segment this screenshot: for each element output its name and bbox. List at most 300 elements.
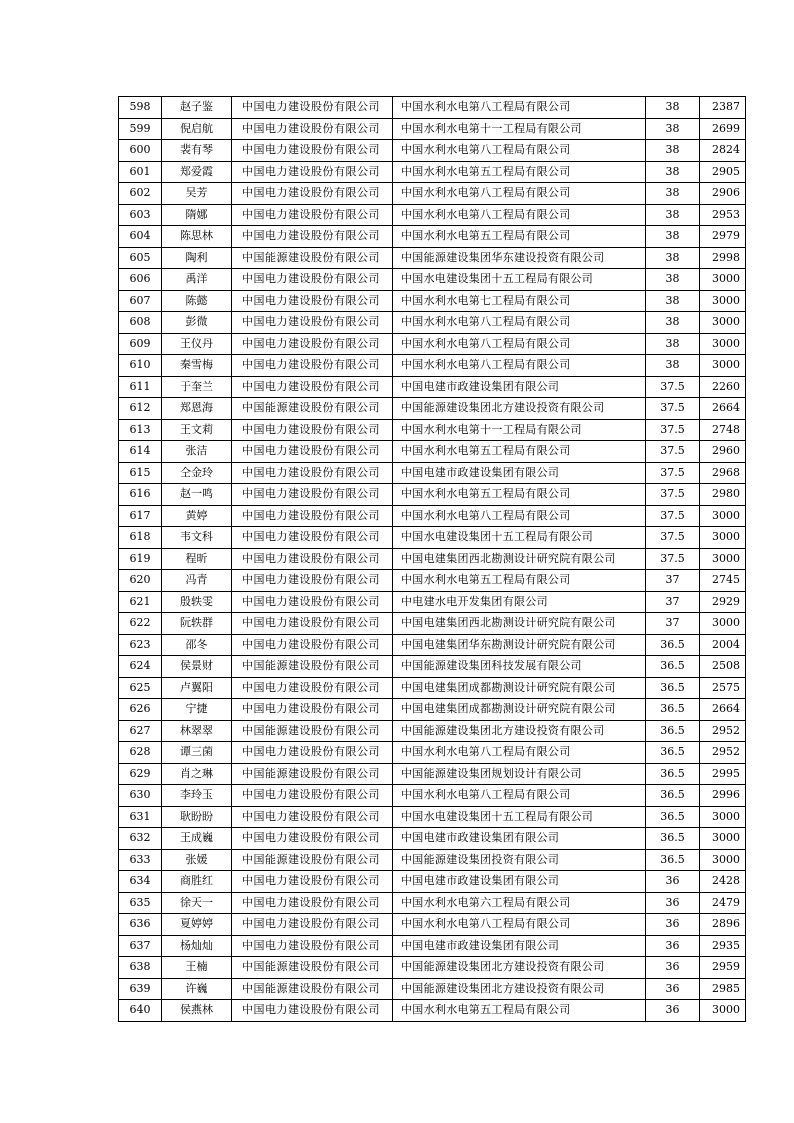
table-row [119, 505, 746, 527]
rank-number-cell: 640 [119, 1000, 162, 1022]
value-cell: 3000 [700, 333, 746, 355]
table-row [119, 935, 746, 957]
person-name-cell: 王成巍 [162, 828, 232, 850]
parent-company-cell: 中国电力建设股份有限公司 [232, 699, 393, 721]
table-row [119, 333, 746, 355]
value-cell: 3000 [700, 849, 746, 871]
value-cell: 2959 [700, 957, 746, 979]
rank-number-cell: 632 [119, 828, 162, 850]
person-name-cell: 倪启航 [162, 118, 232, 140]
parent-company-cell: 中国能源建设股份有限公司 [232, 656, 393, 678]
parent-company-cell: 中国电力建设股份有限公司 [232, 828, 393, 850]
person-name-cell: 张洁 [162, 441, 232, 463]
work-unit-cell: 中国水利水电第十一工程局有限公司 [393, 419, 646, 441]
score-cell: 36.5 [646, 699, 700, 721]
rank-number-cell: 631 [119, 806, 162, 828]
parent-company-cell: 中国电力建设股份有限公司 [232, 871, 393, 893]
table-row [119, 548, 746, 570]
person-name-cell: 陈懿 [162, 290, 232, 312]
score-cell: 38 [646, 183, 700, 205]
table-row [119, 570, 746, 592]
parent-company-cell: 中国电力建设股份有限公司 [232, 742, 393, 764]
table-row [119, 742, 746, 764]
rank-number-cell: 614 [119, 441, 162, 463]
value-cell: 2905 [700, 161, 746, 183]
score-cell: 38 [646, 290, 700, 312]
table-row [119, 806, 746, 828]
parent-company-cell: 中国电力建设股份有限公司 [232, 140, 393, 162]
parent-company-cell: 中国电力建设股份有限公司 [232, 806, 393, 828]
parent-company-cell: 中国电力建设股份有限公司 [232, 355, 393, 377]
value-cell: 3000 [700, 312, 746, 334]
value-cell: 2985 [700, 978, 746, 1000]
parent-company-cell: 中国电力建设股份有限公司 [232, 183, 393, 205]
work-unit-cell: 中国电建集团成都勘测设计研究院有限公司 [393, 699, 646, 721]
value-cell: 2004 [700, 634, 746, 656]
score-cell: 38 [646, 97, 700, 119]
value-cell: 2745 [700, 570, 746, 592]
value-cell: 2935 [700, 935, 746, 957]
rank-number-cell: 638 [119, 957, 162, 979]
score-cell: 37.5 [646, 484, 700, 506]
person-name-cell: 赵子鉴 [162, 97, 232, 119]
score-cell: 36.5 [646, 785, 700, 807]
parent-company-cell: 中国电力建设股份有限公司 [232, 677, 393, 699]
work-unit-cell: 中国电建市政建设集团有限公司 [393, 462, 646, 484]
person-name-cell: 许巍 [162, 978, 232, 1000]
table-row [119, 419, 746, 441]
person-name-cell: 陶利 [162, 247, 232, 269]
score-cell: 36.5 [646, 677, 700, 699]
rank-number-cell: 605 [119, 247, 162, 269]
parent-company-cell: 中国电力建设股份有限公司 [232, 935, 393, 957]
table-row [119, 634, 746, 656]
table-row [119, 312, 746, 334]
value-cell: 3000 [700, 828, 746, 850]
rank-number-cell: 616 [119, 484, 162, 506]
rank-number-cell: 598 [119, 97, 162, 119]
score-cell: 37.5 [646, 441, 700, 463]
value-cell: 2508 [700, 656, 746, 678]
work-unit-cell: 中国水利水电第五工程局有限公司 [393, 484, 646, 506]
rank-number-cell: 623 [119, 634, 162, 656]
person-name-cell: 程昕 [162, 548, 232, 570]
table-row [119, 247, 746, 269]
table-row [119, 204, 746, 226]
value-cell: 2968 [700, 462, 746, 484]
parent-company-cell: 中国电力建设股份有限公司 [232, 613, 393, 635]
table-row [119, 978, 746, 1000]
parent-company-cell: 中国电力建设股份有限公司 [232, 333, 393, 355]
table-row [119, 957, 746, 979]
value-cell: 2664 [700, 699, 746, 721]
rank-number-cell: 606 [119, 269, 162, 291]
rank-number-cell: 608 [119, 312, 162, 334]
score-cell: 36.5 [646, 763, 700, 785]
value-cell: 2979 [700, 226, 746, 248]
table-row [119, 376, 746, 398]
table-row [119, 398, 746, 420]
person-name-cell: 耿盼盼 [162, 806, 232, 828]
person-name-cell: 商胜红 [162, 871, 232, 893]
table-row [119, 656, 746, 678]
work-unit-cell: 中国水利水电第八工程局有限公司 [393, 333, 646, 355]
value-cell: 3000 [700, 1000, 746, 1022]
score-cell: 38 [646, 161, 700, 183]
work-unit-cell: 中国水电建设集团十五工程局有限公司 [393, 806, 646, 828]
person-name-cell: 李玲玉 [162, 785, 232, 807]
table-row [119, 677, 746, 699]
parent-company-cell: 中国电力建设股份有限公司 [232, 914, 393, 936]
person-name-cell: 徐天一 [162, 892, 232, 914]
score-cell: 38 [646, 118, 700, 140]
rank-number-cell: 624 [119, 656, 162, 678]
person-name-cell: 赵一鸣 [162, 484, 232, 506]
value-cell: 3000 [700, 548, 746, 570]
rank-number-cell: 621 [119, 591, 162, 613]
table-row [119, 720, 746, 742]
table-row [119, 462, 746, 484]
work-unit-cell: 中国水利水电第八工程局有限公司 [393, 97, 646, 119]
rank-number-cell: 611 [119, 376, 162, 398]
table-row [119, 591, 746, 613]
rank-number-cell: 601 [119, 161, 162, 183]
parent-company-cell: 中国能源建设股份有限公司 [232, 763, 393, 785]
person-name-cell: 秦雪梅 [162, 355, 232, 377]
work-unit-cell: 中国电建市政建设集团有限公司 [393, 376, 646, 398]
value-cell: 3000 [700, 613, 746, 635]
person-name-cell: 谭三菌 [162, 742, 232, 764]
table-row [119, 914, 746, 936]
parent-company-cell: 中国电力建设股份有限公司 [232, 161, 393, 183]
value-cell: 2980 [700, 484, 746, 506]
score-cell: 36 [646, 871, 700, 893]
work-unit-cell: 中国水利水电第五工程局有限公司 [393, 441, 646, 463]
parent-company-cell: 中国电力建设股份有限公司 [232, 462, 393, 484]
score-cell: 36 [646, 1000, 700, 1022]
person-name-cell: 林翠翠 [162, 720, 232, 742]
value-cell: 2479 [700, 892, 746, 914]
parent-company-cell: 中国电力建设股份有限公司 [232, 290, 393, 312]
work-unit-cell: 中国水利水电第五工程局有限公司 [393, 570, 646, 592]
value-cell: 3000 [700, 269, 746, 291]
score-cell: 37.5 [646, 376, 700, 398]
score-cell: 36.5 [646, 849, 700, 871]
parent-company-cell: 中国电力建设股份有限公司 [232, 591, 393, 613]
work-unit-cell: 中国水利水电第十一工程局有限公司 [393, 118, 646, 140]
rank-number-cell: 627 [119, 720, 162, 742]
score-cell: 36.5 [646, 656, 700, 678]
rank-number-cell: 612 [119, 398, 162, 420]
table-row [119, 140, 746, 162]
value-cell: 2952 [700, 720, 746, 742]
parent-company-cell: 中国电力建设股份有限公司 [232, 204, 393, 226]
person-name-cell: 冯青 [162, 570, 232, 592]
value-cell: 2575 [700, 677, 746, 699]
score-cell: 36 [646, 978, 700, 1000]
work-unit-cell: 中国能源建设集团规划设计有限公司 [393, 763, 646, 785]
table-row [119, 763, 746, 785]
score-cell: 36 [646, 957, 700, 979]
rank-number-cell: 628 [119, 742, 162, 764]
person-name-cell: 王仪丹 [162, 333, 232, 355]
parent-company-cell: 中国电力建设股份有限公司 [232, 892, 393, 914]
rank-number-cell: 633 [119, 849, 162, 871]
value-cell: 2953 [700, 204, 746, 226]
rank-number-cell: 625 [119, 677, 162, 699]
table-row [119, 183, 746, 205]
parent-company-cell: 中国电力建设股份有限公司 [232, 785, 393, 807]
table-row [119, 484, 746, 506]
person-name-cell: 侯燕林 [162, 1000, 232, 1022]
table-row [119, 226, 746, 248]
value-cell: 3000 [700, 355, 746, 377]
rank-number-cell: 620 [119, 570, 162, 592]
rank-number-cell: 615 [119, 462, 162, 484]
score-cell: 36.5 [646, 828, 700, 850]
value-cell: 2906 [700, 183, 746, 205]
rank-number-cell: 602 [119, 183, 162, 205]
work-unit-cell: 中国能源建设集团北方建设投资有限公司 [393, 957, 646, 979]
work-unit-cell: 中国水利水电第五工程局有限公司 [393, 161, 646, 183]
work-unit-cell: 中国电建市政建设集团有限公司 [393, 871, 646, 893]
person-name-cell: 仝金玲 [162, 462, 232, 484]
table-row [119, 613, 746, 635]
value-cell: 2896 [700, 914, 746, 936]
work-unit-cell: 中国能源建设集团投资有限公司 [393, 849, 646, 871]
score-cell: 36.5 [646, 806, 700, 828]
value-cell: 2996 [700, 785, 746, 807]
work-unit-cell: 中国水利水电第八工程局有限公司 [393, 312, 646, 334]
score-cell: 36.5 [646, 720, 700, 742]
table-row [119, 828, 746, 850]
rank-number-cell: 619 [119, 548, 162, 570]
table-row [119, 290, 746, 312]
person-name-cell: 于奎兰 [162, 376, 232, 398]
value-cell: 2748 [700, 419, 746, 441]
parent-company-cell: 中国电力建设股份有限公司 [232, 441, 393, 463]
score-cell: 38 [646, 204, 700, 226]
score-cell: 37 [646, 570, 700, 592]
parent-company-cell: 中国能源建设股份有限公司 [232, 978, 393, 1000]
work-unit-cell: 中国电建市政建设集团有限公司 [393, 828, 646, 850]
table-row [119, 97, 746, 119]
work-unit-cell: 中国电建集团西北勘测设计研究院有限公司 [393, 548, 646, 570]
person-name-cell: 杨灿灿 [162, 935, 232, 957]
rank-number-cell: 610 [119, 355, 162, 377]
rank-number-cell: 639 [119, 978, 162, 1000]
work-unit-cell: 中国水利水电第八工程局有限公司 [393, 204, 646, 226]
work-unit-cell: 中电建水电开发集团有限公司 [393, 591, 646, 613]
work-unit-cell: 中国电建集团成都勘测设计研究院有限公司 [393, 677, 646, 699]
work-unit-cell: 中国水利水电第五工程局有限公司 [393, 1000, 646, 1022]
table-row [119, 785, 746, 807]
work-unit-cell: 中国能源建设集团北方建设投资有限公司 [393, 978, 646, 1000]
work-unit-cell: 中国能源建设集团北方建设投资有限公司 [393, 720, 646, 742]
work-unit-cell: 中国能源建设集团华东建设投资有限公司 [393, 247, 646, 269]
rank-number-cell: 635 [119, 892, 162, 914]
parent-company-cell: 中国电力建设股份有限公司 [232, 1000, 393, 1022]
table-row [119, 355, 746, 377]
rank-number-cell: 637 [119, 935, 162, 957]
score-cell: 37.5 [646, 548, 700, 570]
work-unit-cell: 中国水利水电第八工程局有限公司 [393, 183, 646, 205]
work-unit-cell: 中国水利水电第八工程局有限公司 [393, 505, 646, 527]
parent-company-cell: 中国电力建设股份有限公司 [232, 118, 393, 140]
work-unit-cell: 中国水利水电第八工程局有限公司 [393, 914, 646, 936]
rank-number-cell: 599 [119, 118, 162, 140]
person-name-cell: 裴有琴 [162, 140, 232, 162]
person-name-cell: 侯景财 [162, 656, 232, 678]
parent-company-cell: 中国能源建设股份有限公司 [232, 398, 393, 420]
score-cell: 38 [646, 247, 700, 269]
parent-company-cell: 中国电力建设股份有限公司 [232, 226, 393, 248]
work-unit-cell: 中国水利水电第八工程局有限公司 [393, 355, 646, 377]
person-name-cell: 彭微 [162, 312, 232, 334]
rank-number-cell: 604 [119, 226, 162, 248]
rank-number-cell: 603 [119, 204, 162, 226]
ranking-table [118, 96, 746, 1022]
score-cell: 38 [646, 226, 700, 248]
score-cell: 38 [646, 333, 700, 355]
work-unit-cell: 中国电建集团华东勘测设计研究院有限公司 [393, 634, 646, 656]
table-row [119, 1000, 746, 1022]
parent-company-cell: 中国电力建设股份有限公司 [232, 269, 393, 291]
work-unit-cell: 中国能源建设集团科技发展有限公司 [393, 656, 646, 678]
score-cell: 36.5 [646, 634, 700, 656]
score-cell: 37.5 [646, 398, 700, 420]
score-cell: 38 [646, 269, 700, 291]
person-name-cell: 卢翼阳 [162, 677, 232, 699]
person-name-cell: 夏婷婷 [162, 914, 232, 936]
work-unit-cell: 中国水利水电第五工程局有限公司 [393, 226, 646, 248]
person-name-cell: 张媛 [162, 849, 232, 871]
parent-company-cell: 中国电力建设股份有限公司 [232, 570, 393, 592]
work-unit-cell: 中国水电建设集团十五工程局有限公司 [393, 269, 646, 291]
rank-number-cell: 634 [119, 871, 162, 893]
person-name-cell: 禹洋 [162, 269, 232, 291]
score-cell: 37 [646, 613, 700, 635]
work-unit-cell: 中国能源建设集团北方建设投资有限公司 [393, 398, 646, 420]
rank-number-cell: 636 [119, 914, 162, 936]
parent-company-cell: 中国电力建设股份有限公司 [232, 634, 393, 656]
table-row [119, 699, 746, 721]
table-row [119, 161, 746, 183]
person-name-cell: 郑爱霞 [162, 161, 232, 183]
person-name-cell: 黄婷 [162, 505, 232, 527]
work-unit-cell: 中国水利水电第八工程局有限公司 [393, 140, 646, 162]
rank-number-cell: 630 [119, 785, 162, 807]
table-row [119, 118, 746, 140]
person-name-cell: 隋娜 [162, 204, 232, 226]
value-cell: 2260 [700, 376, 746, 398]
parent-company-cell: 中国能源建设股份有限公司 [232, 247, 393, 269]
rank-number-cell: 609 [119, 333, 162, 355]
score-cell: 36.5 [646, 742, 700, 764]
value-cell: 2998 [700, 247, 746, 269]
rank-number-cell: 622 [119, 613, 162, 635]
parent-company-cell: 中国电力建设股份有限公司 [232, 376, 393, 398]
rank-number-cell: 600 [119, 140, 162, 162]
person-name-cell: 殷轶雯 [162, 591, 232, 613]
table-row [119, 871, 746, 893]
rank-number-cell: 607 [119, 290, 162, 312]
table-row [119, 269, 746, 291]
ranking-table-body [119, 97, 746, 1022]
rank-number-cell: 626 [119, 699, 162, 721]
score-cell: 36 [646, 892, 700, 914]
parent-company-cell: 中国电力建设股份有限公司 [232, 548, 393, 570]
score-cell: 36 [646, 914, 700, 936]
person-name-cell: 邵冬 [162, 634, 232, 656]
value-cell: 2428 [700, 871, 746, 893]
parent-company-cell: 中国能源建设股份有限公司 [232, 720, 393, 742]
rank-number-cell: 629 [119, 763, 162, 785]
score-cell: 38 [646, 312, 700, 334]
person-name-cell: 宁捷 [162, 699, 232, 721]
value-cell: 3000 [700, 527, 746, 549]
value-cell: 2995 [700, 763, 746, 785]
score-cell: 38 [646, 140, 700, 162]
work-unit-cell: 中国水利水电第八工程局有限公司 [393, 785, 646, 807]
parent-company-cell: 中国电力建设股份有限公司 [232, 312, 393, 334]
work-unit-cell: 中国水电建设集团十五工程局有限公司 [393, 527, 646, 549]
person-name-cell: 韦文科 [162, 527, 232, 549]
score-cell: 37.5 [646, 505, 700, 527]
person-name-cell: 王文莉 [162, 419, 232, 441]
value-cell: 3000 [700, 806, 746, 828]
value-cell: 2960 [700, 441, 746, 463]
work-unit-cell: 中国水利水电第七工程局有限公司 [393, 290, 646, 312]
rank-number-cell: 618 [119, 527, 162, 549]
work-unit-cell: 中国电建集团西北勘测设计研究院有限公司 [393, 613, 646, 635]
person-name-cell: 肖之琳 [162, 763, 232, 785]
value-cell: 2664 [700, 398, 746, 420]
value-cell: 3000 [700, 505, 746, 527]
parent-company-cell: 中国电力建设股份有限公司 [232, 419, 393, 441]
value-cell: 2387 [700, 97, 746, 119]
parent-company-cell: 中国电力建设股份有限公司 [232, 527, 393, 549]
parent-company-cell: 中国电力建设股份有限公司 [232, 97, 393, 119]
parent-company-cell: 中国电力建设股份有限公司 [232, 505, 393, 527]
value-cell: 2824 [700, 140, 746, 162]
person-name-cell: 郑恩海 [162, 398, 232, 420]
person-name-cell: 阮轶群 [162, 613, 232, 635]
score-cell: 37.5 [646, 462, 700, 484]
score-cell: 37.5 [646, 419, 700, 441]
rank-number-cell: 613 [119, 419, 162, 441]
person-name-cell: 陈思林 [162, 226, 232, 248]
person-name-cell: 王楠 [162, 957, 232, 979]
parent-company-cell: 中国电力建设股份有限公司 [232, 484, 393, 506]
score-cell: 37 [646, 591, 700, 613]
rank-number-cell: 617 [119, 505, 162, 527]
value-cell: 2929 [700, 591, 746, 613]
table-row [119, 527, 746, 549]
score-cell: 38 [646, 355, 700, 377]
person-name-cell: 吴芳 [162, 183, 232, 205]
work-unit-cell: 中国电建市政建设集团有限公司 [393, 935, 646, 957]
value-cell: 2952 [700, 742, 746, 764]
parent-company-cell: 中国能源建设股份有限公司 [232, 957, 393, 979]
score-cell: 37.5 [646, 527, 700, 549]
value-cell: 3000 [700, 290, 746, 312]
score-cell: 36 [646, 935, 700, 957]
parent-company-cell: 中国能源建设股份有限公司 [232, 849, 393, 871]
table-row [119, 441, 746, 463]
table-row [119, 892, 746, 914]
value-cell: 2699 [700, 118, 746, 140]
